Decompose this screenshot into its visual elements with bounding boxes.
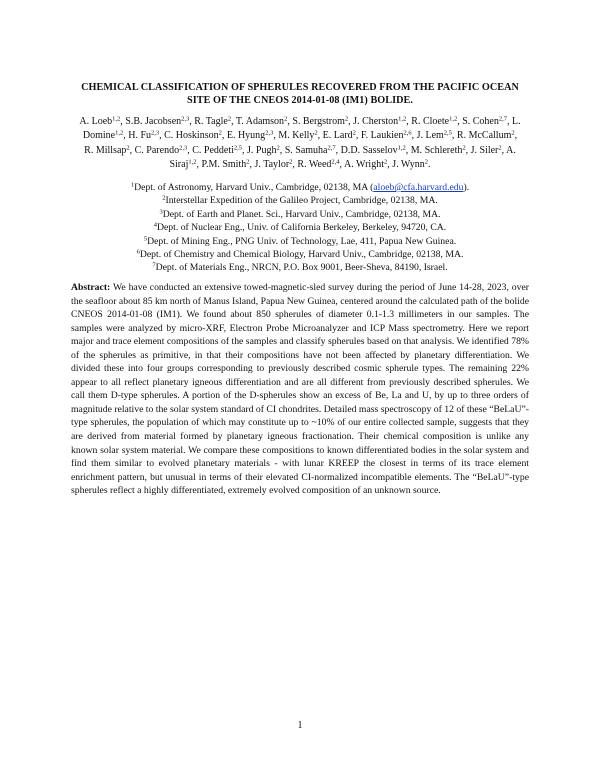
author-affiliation-mark: 1,2: [449, 115, 458, 123]
author-affiliation-mark: 2,3: [179, 144, 188, 152]
author-affiliation-mark: 2: [498, 144, 502, 152]
author: [227, 130, 273, 141]
author: [341, 145, 406, 156]
author-name: J. Pugh: [247, 144, 277, 156]
affiliation-text: Dept. of Chemistry and Chemical Biology, Harvard Univ., Cambridge, 02138, MA.: [139, 249, 464, 261]
author-name: J. Lem: [416, 130, 444, 142]
author-affiliation-mark: 1,2: [397, 144, 406, 152]
author: [236, 116, 287, 127]
author-affiliation-mark: 2,6: [403, 129, 412, 137]
author-name: M. Kelly: [278, 130, 315, 142]
affiliation-number: 5: [143, 235, 148, 243]
author-affiliation-mark: 2: [246, 158, 250, 166]
author-name: J. Siler: [470, 144, 499, 156]
affiliation-text: Dept. of Mining Eng., PNG Univ. of Technology, Lae, 411, Papua New Guinea.: [147, 235, 457, 247]
affiliation: [78, 221, 522, 234]
author-name: R. Millsap: [84, 144, 127, 156]
author: [417, 130, 452, 141]
page-number: 1: [297, 720, 303, 731]
author-affiliation-mark: 2: [289, 158, 293, 166]
author: [79, 116, 120, 127]
author-name: P.M. Smith: [201, 159, 247, 171]
affiliation-text: Dept. of Materials Eng., NRCN, P.O. Box 9001, Beer-Sheva, 84190, Israel.: [155, 262, 448, 274]
author-name: R. Cloete: [411, 116, 450, 127]
author-affiliation-mark: 2: [511, 129, 515, 137]
affiliation-number: 1: [130, 181, 135, 189]
author-affiliation-mark: 1,2: [112, 115, 121, 123]
author: [135, 145, 188, 156]
author-name: R. McCallum: [456, 130, 512, 142]
author: [471, 145, 502, 156]
author-affiliation-mark: 2: [462, 144, 466, 152]
author: [297, 159, 339, 170]
affiliation-text: Dept. of Nuclear Eng., Univ. of California Berkeley, Berkeley, 94720, CA.: [157, 222, 447, 234]
author-name: S. Samuha: [284, 144, 328, 156]
affiliation-number: 7: [152, 261, 156, 269]
author-name: A. Siraj: [169, 144, 516, 171]
author: [192, 145, 242, 156]
author-affiliation-mark: 2,3: [151, 129, 160, 137]
author-affiliation-mark: 2,7: [498, 115, 507, 123]
author: [392, 159, 428, 170]
affiliation-number: 2: [162, 194, 166, 202]
author-name: T. Adamson: [235, 116, 285, 127]
author: [462, 116, 507, 127]
author-affiliation-mark: 2: [276, 144, 280, 152]
author-affiliation-mark: 1,2: [188, 158, 197, 166]
author-name: L. Domine: [82, 116, 521, 142]
author: [201, 159, 249, 170]
author-name: C. Hoskinson: [164, 130, 219, 142]
author: [254, 159, 292, 170]
author-name: M. Schlereth: [410, 144, 463, 156]
author-affiliation-mark: 2,3: [181, 115, 190, 123]
author-affiliation-mark: 2,5: [443, 129, 452, 137]
author-affiliation-mark: 2: [344, 115, 349, 123]
author: [361, 130, 412, 141]
author-affiliation-mark: 1,2: [115, 129, 124, 137]
author-affiliation-mark: 2,3: [265, 129, 274, 137]
author-affiliation-mark: 2: [284, 115, 288, 123]
author: [164, 130, 222, 141]
author-name: A. Wright: [344, 159, 384, 171]
author-list-end: .: [428, 159, 431, 171]
author-name: C. Parendo: [134, 144, 180, 156]
author: [125, 116, 189, 127]
author-name: H. Fu: [128, 130, 152, 142]
affiliation: [78, 248, 522, 261]
affiliation-text-end: ).: [463, 182, 470, 193]
author-name: R. Weed: [297, 159, 332, 171]
author-affiliation-mark: 2: [352, 129, 356, 137]
author-affiliation-mark: 2,7: [327, 144, 336, 152]
paper-title: CHEMICAL CLASSIFICATION OF SPHERULES RECOVERED FROM THE PACIFIC OCEAN SITE OF THE CNEOS 2014-01-08 (IM1) BOLIDE.: [81, 82, 519, 106]
author: [285, 145, 336, 156]
affiliation: [78, 261, 522, 274]
author: [353, 116, 406, 127]
abstract-text: We have conducted an extensive towed-magnetic-sled survey during the period of June 14-28, 2023, over the seafloor about 85 km north of Manus Island, Papua New Guinea, centered around the calculated path of the bolide CNEOS 2014-01-08 (IM1). We found about 850 spherules of diameter 0.1-1.3 millimeters in our samples. The samples were analyzed by micro-XRF, Electron Probe Microanalyzer and ICP Mass spectrometry. Here we report major and trace element compositions of the samples and classify spherules based on that analysis. We identified 78% of the spherules as primitive, in that their compositions have not been affected by planetary differentiation. We divided these into four groups corresponding to previously described cosmic spherule types. The remaining 22% appear to all reflect planetary igneous differentiation and are all different from previously described spherules. We call them D-type spherules. A portion of the D-spherules show an excess of Be, La and U, by up to three orders of magnitude relative to the solar system standard of CI chondrites. Detailed mass spectroscopy of 12 of these “BeLaU”-type spherules, the population of which may constitute up to ~10% of our entire collected sample, suggests that they are derived from material formed by planetary igneous fractionation. Their chemical composition is unlike any known solar system material. We compare these compositions to known differentiated bodies in the solar system and find them similar to evolved planetary materials - with lunar KREEP the closest in terms of its trace element enrichment pattern, but unusual in terms of their elevated CI-normalized incompatible elements. The “BeLaU”-type spherules reflect a highly differentiated, extremely evolved composition of an unknown source.: [71, 282, 529, 497]
email-link[interactable]: aloeb@cfa.harvard.edu: [373, 182, 464, 193]
author-name: S.B. Jacobsen: [125, 116, 182, 127]
affiliation: [78, 235, 522, 248]
affiliation-list: [78, 181, 522, 275]
author-name: E. Hyung: [226, 130, 266, 142]
author-name: J. Cherston: [353, 116, 399, 127]
affiliation-number: 4: [153, 221, 158, 229]
author-affiliation-mark: 1,2: [398, 115, 407, 123]
affiliation: [78, 194, 522, 207]
author-name: A. Loeb: [79, 116, 113, 127]
affiliation: [78, 208, 522, 221]
author: [292, 116, 348, 127]
abstract: [71, 281, 529, 498]
author: [323, 130, 356, 141]
author-affiliation-mark: 2,4: [331, 158, 340, 166]
author: [411, 116, 457, 127]
author-affiliation-mark: 2,5: [233, 144, 243, 152]
author-affiliation-mark: 2: [126, 144, 130, 152]
author: [344, 159, 387, 170]
author: [194, 116, 231, 127]
author-affiliation-mark: 2: [227, 115, 232, 123]
author-affiliation-mark: 2: [218, 129, 222, 137]
affiliation-text: Dept. of Astronomy, Harvard Univ., Cambridge, 02138, MA (: [134, 182, 374, 193]
author-name: S. Bergstrom: [292, 116, 345, 127]
author: [247, 145, 280, 156]
affiliation-text: Interstellar Expedition of the Galileo Project, Cambridge, 02138, MA.: [165, 195, 438, 207]
author: [278, 130, 317, 141]
author-affiliation-mark: 2: [424, 158, 429, 166]
author-name: S. Cohen: [462, 116, 499, 127]
author-name: J. Taylor: [254, 159, 290, 171]
abstract-label: Abstract:: [71, 282, 111, 293]
author-name: J. Wynn: [392, 159, 425, 171]
affiliation-number: 6: [136, 248, 140, 256]
author: [457, 130, 515, 141]
affiliation-number: 3: [159, 208, 163, 216]
author-name: R. Tagle: [194, 116, 228, 127]
author: [128, 130, 159, 141]
author-name: E. Lard: [322, 130, 353, 142]
author-name: D.D. Sasselov: [340, 144, 398, 156]
affiliation-text: Dept. of Earth and Planet. Sci., Harvard Univ., Cambridge, 02138, MA.: [162, 208, 441, 220]
author: [411, 145, 466, 156]
author-name: C. Peddeti: [192, 144, 234, 156]
author-list: A. Loeb$^{1,2}$, S.B. Jacobsen$^{2,3}$, R. Tagle$^2$, T. Adamson$^2$, S. Bergstrom$^2$, J. Cherston$^{1,2}$, R. Cloete$^{1,2}$, S. Cohen$^{2,7}$, L. Domine$^{1,2}$, H. Fu$^{2,3}$, C. Hoskinson$^2$, E. Hyung$^{2,3}$, M. Kelly$^2$, E. Lard$^2$, F. Laukien$^{2,6}$, J. Lem$^{2,5}$, R. McCallum$^2$, R. Millsap$^2$, C. Parendo$^{2,3}$, C. Peddeti$^{2,5}$, J. Pugh$^2$, S. Samuha$^{2,7}$, D.D. Sasselov$^{1,2}$, M. Schlereth$^2$, J. Siler$^2$, A. Siraj$^{1,2}$, P.M. Smith$^2$, J. Taylor$^2$, R. Weed$^{2,4}$, A. Wright$^2$, J. Wynn$^2$.: [79, 115, 521, 171]
author: [84, 145, 129, 156]
affiliation: [78, 181, 522, 194]
author-name: F. Laukien: [360, 130, 404, 142]
author-affiliation-mark: 2: [314, 129, 318, 137]
author-affiliation-mark: 2: [383, 158, 388, 166]
